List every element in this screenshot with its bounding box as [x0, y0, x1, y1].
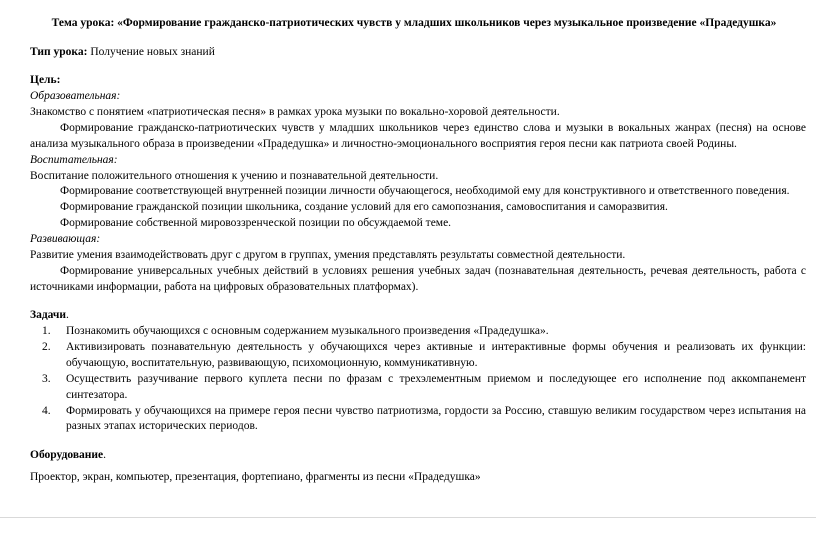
task-number: 4. [42, 404, 51, 417]
goal-label: Цель: [30, 74, 61, 87]
lesson-type-label: Тип урока: [30, 45, 88, 58]
goal-educational-p1: Знакомство с понятием «патриотическая песня» в рамках урока музыки по вокально-хоровой деятельности. [30, 106, 560, 119]
list-item [30, 404, 806, 436]
task-number: 3. [42, 372, 51, 385]
goal-upbringing-p2: Формирование соответствующей внутренней позиции личности обучающегося, необходимой ему для конструктивного и ответственного поведения. [60, 185, 790, 198]
goal-educational-p2: Формирование гражданско-патриотических чувств у младших школьников через единство слова и музыки в вокальных жанрах (песня) на основе анализа музыкального образа в произведении «Прадедушка» и личностно-эмоционального восприятия героя песни как патриота своей Родины. [30, 121, 806, 150]
equipment-text: Проектор, экран, компьютер, презентация, фортепиано, фрагменты из песни «Прадедушка» [30, 471, 481, 484]
equipment-heading-suffix: . [103, 449, 107, 462]
tasks-heading-line [30, 308, 806, 324]
task-number: 1. [42, 325, 51, 338]
task-number: 2. [42, 341, 51, 354]
tasks-heading: Задачи [30, 309, 67, 322]
tasks-list [30, 324, 806, 435]
goal-upbringing-heading: Воспитательная: [30, 153, 118, 166]
task-text: Познакомить обучающихся с основным содержанием музыкального произведения «Прадедушка». [66, 325, 549, 338]
tasks-heading-suffix: . [66, 309, 69, 322]
equipment-heading-line [30, 448, 806, 464]
goal-upbringing-p4: Формирование собственной мировоззренческой позиции по обсуждаемой теме. [60, 217, 452, 230]
goal-developing-p2: Формирование универсальных учебных действий в условиях решения учебных задач (познавательная деятельность, речевая деятельность, работа с источниками информации, работа на цифровых образовательных платформах). [30, 264, 806, 293]
list-item [30, 324, 806, 340]
page-title: Тема урока: «Формирование гражданско-патриотических чувств у младших школьников через музыкальное произведение «Прадедушка» [51, 17, 777, 29]
goal-educational-heading: Образовательная: [30, 90, 121, 103]
goal-developing-p1: Развитие умения взаимодействовать друг с другом в группах, умения представлять результаты совместной деятельности. [30, 248, 626, 261]
footer-divider [0, 517, 816, 518]
task-text: Активизировать познавательную деятельность у обучающихся через активные и интерактивные формы обучения и реализовать их функции: обучающую, воспитательную, развивающую, психомоционную, коммуникативную. [66, 341, 806, 369]
goal-upbringing-p1: Воспитание положительного отношения к учению и познавательной деятельности. [30, 169, 439, 182]
task-text: Осуществить разучивание первого куплета песни по фразам с трехэлементным приемом и последующее его исполнение под аккомпанемент синтезатора. [66, 372, 806, 401]
list-item [30, 340, 806, 372]
lesson-type-line [30, 45, 806, 61]
task-text: Формировать у обучающихся на примере героя песни чувство патриотизма, гордости за Россию, ставшую великим государством через испытания на разных этапах исторических периодов. [66, 404, 806, 433]
goal-developing-heading: Развивающая: [30, 232, 101, 245]
lesson-type-value: Получение новых знаний [87, 45, 215, 58]
list-item [30, 372, 806, 404]
equipment-heading: Оборудование [30, 449, 104, 462]
goal-upbringing-p3: Формирование гражданской позиции школьника, создание условий для его самопознания, самовоспитания и саморазвития. [60, 201, 668, 214]
